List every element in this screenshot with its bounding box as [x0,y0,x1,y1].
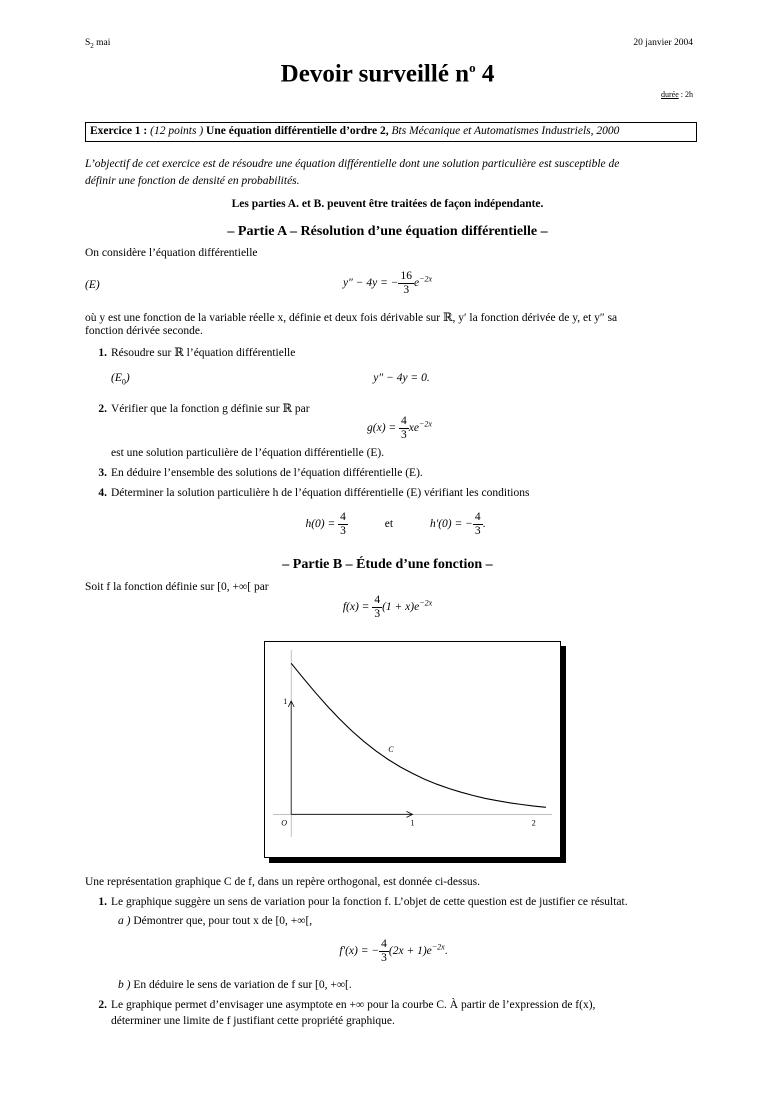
eq-h-conditions: h(0) = $\frac{4}{3}$ et h′(0) = − $\frac{4}{3}$ . [305,511,486,537]
part-a-title: – Partie A – Résolution d’une équation différentielle – [227,224,548,239]
y-tick-label: 1 [283,697,288,706]
eq-f: f(x) = $\frac{4}{3}$ $(1 + x)e^{-2x}$ [342,594,433,620]
eq-e-label: (E) [85,279,100,291]
eq-e0: y″ − 4y = 0. [373,372,430,384]
exercise-points: (12 points ) [150,125,204,137]
question-b1a: a ) Démontrer que, pour tout x de [0, +∞[, [118,915,313,927]
part-b-title: – Partie B – Étude d’une fonction – [282,557,493,572]
question-b2-line2: déterminer une limite de f justifiant cette propriété graphique. [111,1015,395,1027]
eq-e: y″ − 4y = − $\frac{16}{3}$ $e^{-2x}$ [342,270,433,296]
duration: durée : 2h [661,90,693,99]
part-b-intro: Soit f la fonction définie sur [0, +∞[ par [85,581,269,593]
origin-label: O [281,818,287,828]
intro-note: Les parties A. et B. peuvent être traitées de façon indépendante. [231,198,544,210]
eq-g: g(x) = $\frac{4}{3}$ $xe^{-2x}$ [367,415,432,441]
question-a1: 1. Résoudre sur ℝ l’équation différentielle [98,347,296,359]
part-a-desc-1: où y est une fonction de la variable réelle x, définie et deux fois dérivable sur ℝ, y′ la fonction dérivée de y, et y″ sa [85,312,618,324]
page-title: Devoir surveillé $n^o$ 4 [280,60,495,88]
header-left: $S_2$ mai [85,38,111,50]
header-date: 20 janvier 2004 [633,38,693,48]
question-b1b: b ) En déduire le sens de variation de f sur [0, +∞[. [118,979,352,991]
question-a2-after: est une solution particulière de l’équation différentielle (E). [111,447,385,459]
exercise-source: Bts Mécanique et Automatismes Industriels, 2000 [391,125,620,137]
part-a-desc-2: fonction dérivée seconde. [85,325,203,337]
eq-fprime: f′(x) = − $\frac{4}{3}$ $(2x + 1)e^{-2x}$. [339,938,448,964]
curve-label: C [388,745,394,754]
part-a-intro: On considère l’équation différentielle [85,247,258,259]
x-tick-label: 2 [531,818,536,828]
question-a4: 4. Déterminer la solution particulière h de l’équation différentielle (E) vérifiant les conditions [98,487,530,499]
function-graph [264,641,561,858]
exercise-label: Exercice 1 : [90,125,148,137]
graph-caption: Une représentation graphique C de f, dans un repère orthogonal, est donnée ci-dessus. [85,876,481,888]
question-b1: 1. Le graphique suggère un sens de variation pour la fonction f. L’objet de cette question est de justifier ce résultat. [98,896,628,908]
curve-c [291,663,546,807]
eq-e0-label: $(E_0)$ [111,372,130,387]
question-b2: 2. Le graphique permet d’envisager une asymptote en +∞ pour la courbe C. À partir de l’expression de f(x), [98,999,596,1011]
exercise-subject: Une équation différentielle d’ordre 2, [206,125,389,137]
intro-line2: définir une fonction de densité en probabilités. [85,175,300,187]
intro-line1: L’objectif de cet exercice est de résoudre une équation différentielle dont une solution particulière est susceptible de [85,158,620,170]
question-a3: 3. En déduire l’ensemble des solutions de l’équation différentielle (E). [98,467,423,479]
graph-svg [265,642,560,857]
exercise-header [85,122,697,142]
question-a2: 2. Vérifier que la fonction g définie sur ℝ par [98,403,310,415]
x-tick-label: 1 [410,818,415,828]
